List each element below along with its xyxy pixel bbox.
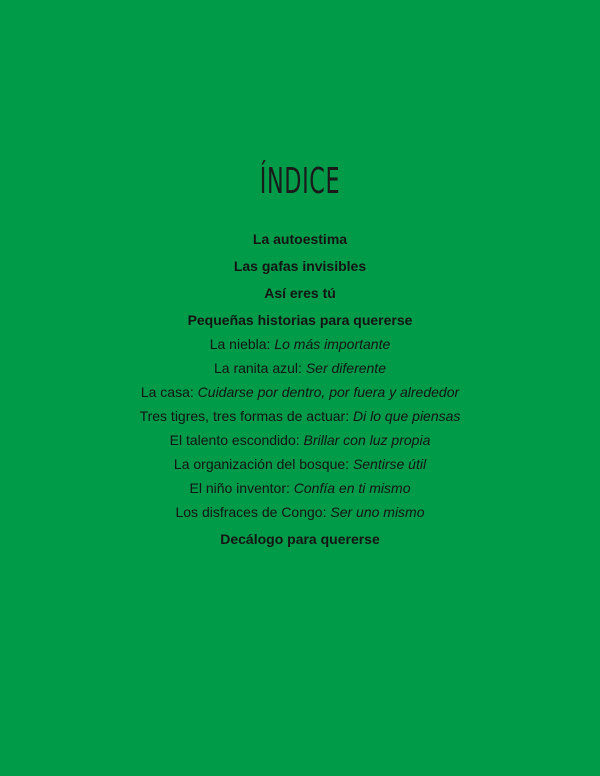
toc-section: La autoestima (252, 231, 348, 247)
toc-story (0, 501, 600, 525)
toc-section: Así eres tú (264, 285, 336, 301)
story-name: La niebla: (209, 336, 275, 352)
toc-story (0, 333, 600, 357)
story-subtitle: Ser uno mismo (330, 504, 425, 520)
page-title: ÍNDICE (259, 161, 341, 202)
story-name: La organización del bosque: (173, 456, 353, 472)
toc-section: Pequeñas historias para quererse (187, 312, 413, 328)
story-name: Tres tigres, tres formas de actuar: (139, 408, 354, 424)
story-name: Los disfraces de Congo: (175, 504, 331, 520)
story-name: La ranita azul: (213, 360, 306, 376)
story-name: El talento escondido: (169, 432, 304, 448)
toc-story (0, 429, 600, 453)
toc-section: Las gafas invisibles (233, 258, 367, 274)
story-subtitle: Di lo que piensas (353, 408, 461, 424)
story-subtitle: Ser diferente (305, 360, 386, 376)
toc-story (0, 357, 600, 381)
story-subtitle: Cuidarse por dentro, por fuera y alrededor (197, 384, 460, 400)
table-of-contents (0, 228, 600, 555)
toc-section: Decálogo para quererse (220, 531, 380, 547)
story-subtitle: Confía en ti mismo (293, 480, 411, 496)
story-subtitle: Brillar con luz propia (303, 432, 431, 448)
story-name: El niño inventor: (189, 480, 294, 496)
toc-story (0, 477, 600, 501)
toc-story (0, 405, 600, 429)
toc-story (0, 453, 600, 477)
toc-story (0, 381, 600, 405)
story-name: La casa: (140, 384, 198, 400)
story-subtitle: Lo más importante (274, 336, 391, 352)
story-subtitle: Sentirse útil (352, 456, 427, 472)
